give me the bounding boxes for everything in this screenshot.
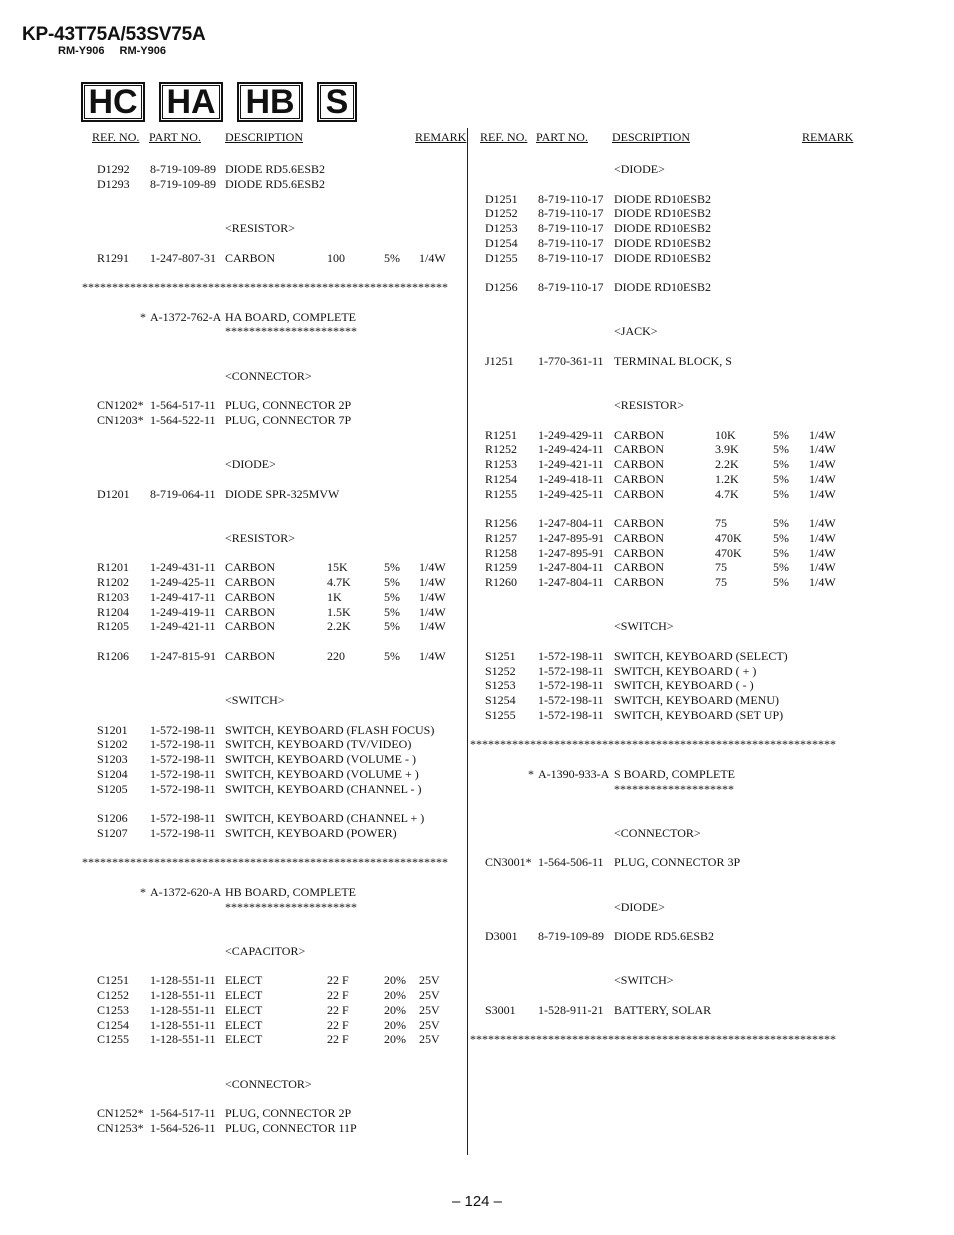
part-no: 1-249-431-11 bbox=[150, 560, 216, 575]
ref-no: R1203 bbox=[97, 589, 130, 604]
remote-models bbox=[58, 45, 178, 57]
header-part-no: PART NO. bbox=[536, 130, 588, 144]
part-tolerance: 5% bbox=[384, 648, 400, 663]
ref-no: R1201 bbox=[97, 560, 130, 575]
board-badge-ha: HA bbox=[159, 82, 223, 122]
ref-no: C1255 bbox=[97, 1032, 130, 1047]
ref-no: R1206 bbox=[97, 648, 130, 663]
part-description: PLUG, CONNECTOR 3P bbox=[614, 855, 741, 870]
part-rating: 1/4W bbox=[419, 604, 446, 619]
part-value: 4.7K bbox=[715, 486, 739, 501]
part-description: DIODE RD10ESB2 bbox=[614, 235, 712, 250]
part-no: 1-564-517-11 bbox=[150, 398, 216, 412]
part-value: 75 bbox=[715, 560, 727, 575]
board-underline: ********************** bbox=[225, 324, 357, 339]
ref-no: S1207 bbox=[97, 825, 128, 840]
part-description: SWITCH, KEYBOARD (VOLUME - ) bbox=[225, 752, 416, 766]
part-tolerance: 5% bbox=[773, 516, 789, 530]
section-title: <SWITCH> bbox=[614, 619, 674, 634]
part-no: 1-249-421-11 bbox=[538, 457, 604, 471]
part-tolerance: 5% bbox=[384, 604, 400, 619]
part-description: SWITCH, KEYBOARD (CHANNEL + ) bbox=[225, 811, 425, 825]
part-value: 22 F bbox=[327, 988, 349, 1002]
separator-text: ************************************************************* bbox=[82, 855, 448, 870]
board-title: S BOARD, COMPLETE bbox=[614, 766, 736, 781]
part-rating: 25V bbox=[419, 973, 440, 988]
header-description: DESCRIPTION bbox=[612, 130, 691, 144]
part-description: SWITCH, KEYBOARD ( - ) bbox=[614, 678, 754, 693]
separator-text: ************************************************************* bbox=[82, 280, 448, 294]
ref-no: C1251 bbox=[97, 973, 130, 988]
part-value: 22 F bbox=[327, 1032, 349, 1047]
part-value: 22 F bbox=[327, 973, 349, 988]
ref-no: S1201 bbox=[97, 722, 128, 737]
part-no: 8-719-110-17 bbox=[538, 206, 604, 221]
part-tolerance: 5% bbox=[773, 457, 789, 471]
part-description: SWITCH, KEYBOARD (POWER) bbox=[225, 825, 397, 840]
board-underline: ******************** bbox=[614, 781, 734, 796]
separator-text: ************************************************************* bbox=[470, 737, 836, 752]
part-tolerance: 20% bbox=[384, 988, 406, 1002]
part-no: 1-564-526-11 bbox=[150, 1120, 216, 1135]
part-rating: 1/4W bbox=[809, 560, 836, 575]
part-rating: 1/4W bbox=[809, 516, 836, 530]
section-title: <RESISTOR> bbox=[225, 530, 295, 545]
part-no: 1-572-198-11 bbox=[150, 811, 216, 825]
part-value: 4.7K bbox=[327, 575, 351, 589]
part-value: 22 F bbox=[327, 1017, 349, 1032]
part-description: ELECT bbox=[225, 1032, 263, 1047]
separator-text: ************************************************************* bbox=[470, 1032, 836, 1047]
part-no: 1-572-198-11 bbox=[150, 766, 216, 781]
part-tolerance: 5% bbox=[773, 545, 789, 560]
part-description: CARBON bbox=[225, 575, 276, 589]
part-rating: 1/4W bbox=[809, 427, 836, 442]
part-no: 1-128-551-11 bbox=[150, 1017, 216, 1032]
part-description: CARBON bbox=[614, 471, 665, 486]
board-title: HB BOARD, COMPLETE bbox=[225, 884, 357, 899]
section-title: <DIODE> bbox=[614, 162, 665, 176]
ref-no: S1252 bbox=[485, 663, 516, 678]
board-underline: ********************** bbox=[225, 899, 357, 914]
part-description: CARBON bbox=[614, 442, 665, 457]
part-description: BATTERY, SOLAR bbox=[614, 1002, 712, 1017]
part-description: CARBON bbox=[225, 250, 276, 265]
board-part-no: A-1390-933-A bbox=[538, 766, 610, 781]
part-description: DIODE RD10ESB2 bbox=[614, 250, 712, 265]
ref-no: C1254 bbox=[97, 1017, 130, 1032]
ref-no: S1203 bbox=[97, 752, 128, 766]
part-value: 75 bbox=[715, 516, 727, 530]
part-description: CARBON bbox=[614, 530, 665, 545]
section-title: <CONNECTOR> bbox=[225, 368, 312, 383]
ref-no: R1252 bbox=[485, 442, 518, 457]
part-no: 1-249-425-11 bbox=[150, 575, 216, 589]
part-rating: 1/4W bbox=[419, 250, 446, 265]
part-no: 1-572-198-11 bbox=[150, 781, 216, 796]
part-no: 1-528-911-21 bbox=[538, 1002, 604, 1017]
part-description: DIODE SPR-325MVW bbox=[225, 486, 340, 501]
ref-no: S1255 bbox=[485, 707, 516, 722]
ref-no: S1253 bbox=[485, 678, 516, 693]
part-no: 8-719-064-11 bbox=[150, 486, 216, 501]
part-no: 1-247-815-91 bbox=[150, 648, 216, 663]
part-value: 3.9K bbox=[715, 442, 739, 457]
part-description: SWITCH, KEYBOARD (VOLUME + ) bbox=[225, 766, 419, 781]
part-no: 1-249-429-11 bbox=[538, 427, 604, 442]
ref-no: R1257 bbox=[485, 530, 518, 545]
part-no: 1-564-517-11 bbox=[150, 1106, 216, 1120]
part-tolerance: 5% bbox=[773, 560, 789, 575]
part-description: CARBON bbox=[225, 619, 276, 634]
part-no: 1-128-551-11 bbox=[150, 1032, 216, 1047]
section-title: <DIODE> bbox=[614, 899, 665, 914]
part-tolerance: 5% bbox=[384, 575, 400, 589]
header-remark: REMARK bbox=[802, 130, 854, 144]
part-no: 1-128-551-11 bbox=[150, 973, 216, 988]
part-value: 1.2K bbox=[715, 471, 739, 486]
part-no: 1-572-198-11 bbox=[538, 678, 604, 693]
section-title: <SWITCH> bbox=[225, 693, 285, 707]
part-description: DIODE RD10ESB2 bbox=[614, 191, 712, 206]
part-no: 1-128-551-11 bbox=[150, 988, 216, 1002]
part-no: 1-770-361-11 bbox=[538, 353, 604, 368]
part-description: ELECT bbox=[225, 1002, 263, 1017]
part-description: CARBON bbox=[614, 545, 665, 560]
ref-no: S1206 bbox=[97, 811, 128, 825]
ref-no: R1205 bbox=[97, 619, 130, 634]
part-description: SWITCH, KEYBOARD (SELECT) bbox=[614, 648, 788, 663]
part-tolerance: 5% bbox=[384, 560, 400, 575]
part-description: DIODE RD10ESB2 bbox=[614, 221, 712, 235]
part-description: CARBON bbox=[614, 575, 665, 589]
part-rating: 25V bbox=[419, 1017, 440, 1032]
part-no: 1-572-198-11 bbox=[150, 825, 216, 840]
board-badge-s: S bbox=[317, 82, 357, 122]
part-rating: 1/4W bbox=[419, 560, 446, 575]
section-title: <CONNECTOR> bbox=[225, 1076, 312, 1091]
board-mark: * bbox=[528, 766, 534, 781]
section-title: <RESISTOR> bbox=[225, 221, 295, 235]
ref-no: R1259 bbox=[485, 560, 518, 575]
part-rating: 25V bbox=[419, 1032, 440, 1047]
part-no: 1-564-506-11 bbox=[538, 855, 604, 870]
ref-no: R1256 bbox=[485, 516, 518, 530]
part-value: 15K bbox=[327, 560, 348, 575]
ref-no: D1201 bbox=[97, 486, 130, 501]
part-no: 1-249-424-11 bbox=[538, 442, 604, 457]
section-title: <CAPACITOR> bbox=[225, 943, 306, 958]
part-description: PLUG, CONNECTOR 2P bbox=[225, 1106, 352, 1120]
ref-no: C1252 bbox=[97, 988, 130, 1002]
part-description: CARBON bbox=[225, 560, 276, 575]
ref-no: D1251 bbox=[485, 191, 518, 206]
header-part-no: PART NO. bbox=[149, 130, 201, 144]
part-tolerance: 20% bbox=[384, 973, 406, 988]
part-no: 1-247-895-91 bbox=[538, 545, 604, 560]
part-description: ELECT bbox=[225, 973, 263, 988]
part-rating: 1/4W bbox=[419, 648, 446, 663]
part-description: DIODE RD5.6ESB2 bbox=[225, 176, 326, 191]
part-description: SWITCH, KEYBOARD ( + ) bbox=[614, 663, 757, 678]
part-value: 100 bbox=[327, 250, 345, 265]
part-value: 470K bbox=[715, 545, 742, 560]
part-description: PLUG, CONNECTOR 7P bbox=[225, 412, 352, 427]
part-tolerance: 5% bbox=[384, 250, 400, 265]
ref-no: D1254 bbox=[485, 235, 518, 250]
part-description: CARBON bbox=[225, 604, 276, 619]
part-description: CARBON bbox=[614, 516, 665, 530]
part-no: 8-719-109-89 bbox=[538, 929, 604, 943]
part-tolerance: 5% bbox=[773, 530, 789, 545]
ref-no: S3001 bbox=[485, 1002, 516, 1017]
board-part-no: A-1372-762-A bbox=[150, 309, 222, 324]
ref-no: S1205 bbox=[97, 781, 128, 796]
board-part-no: A-1372-620-A bbox=[150, 884, 222, 899]
board-badge-hb: HB bbox=[237, 82, 303, 122]
part-rating: 1/4W bbox=[809, 486, 836, 501]
ref-no: CN1202* bbox=[97, 398, 144, 412]
part-description: DIODE RD10ESB2 bbox=[614, 206, 712, 221]
part-value: 2.2K bbox=[327, 619, 351, 634]
part-tolerance: 5% bbox=[773, 427, 789, 442]
part-value: 10K bbox=[715, 427, 736, 442]
section-title: <DIODE> bbox=[225, 457, 276, 471]
column-divider bbox=[467, 128, 468, 1155]
part-description: CARBON bbox=[614, 486, 665, 501]
part-tolerance: 5% bbox=[773, 575, 789, 589]
part-tolerance: 5% bbox=[773, 471, 789, 486]
part-no: 1-247-804-11 bbox=[538, 560, 604, 575]
part-description: SWITCH, KEYBOARD (CHANNEL - ) bbox=[225, 781, 422, 796]
part-value: 470K bbox=[715, 530, 742, 545]
ref-no: CN1253* bbox=[97, 1120, 144, 1135]
part-no: 1-572-198-11 bbox=[538, 648, 604, 663]
part-value: 75 bbox=[715, 575, 727, 589]
part-value: 2.2K bbox=[715, 457, 739, 471]
ref-no: C1253 bbox=[97, 1002, 130, 1017]
part-value: 22 F bbox=[327, 1002, 349, 1017]
part-description: DIODE RD5.6ESB2 bbox=[614, 929, 715, 943]
part-tolerance: 20% bbox=[384, 1032, 406, 1047]
section-title: <CONNECTOR> bbox=[614, 825, 701, 840]
part-tolerance: 5% bbox=[773, 486, 789, 501]
ref-no: D1256 bbox=[485, 280, 518, 294]
part-value: 220 bbox=[327, 648, 345, 663]
ref-no: CN1252* bbox=[97, 1106, 144, 1120]
board-mark: * bbox=[140, 884, 146, 899]
ref-no: R1255 bbox=[485, 486, 518, 501]
section-title: <JACK> bbox=[614, 324, 658, 339]
header-description: DESCRIPTION bbox=[225, 130, 304, 144]
part-value: 1K bbox=[327, 589, 342, 604]
part-no: 1-247-895-91 bbox=[538, 530, 604, 545]
part-rating: 1/4W bbox=[809, 457, 836, 471]
ref-no: D1292 bbox=[97, 162, 130, 176]
part-no: 1-249-425-11 bbox=[538, 486, 604, 501]
ref-no: S1202 bbox=[97, 737, 128, 752]
part-no: 8-719-110-17 bbox=[538, 191, 604, 206]
part-no: 1-572-198-11 bbox=[538, 707, 604, 722]
part-rating: 1/4W bbox=[419, 619, 446, 634]
part-description: PLUG, CONNECTOR 2P bbox=[225, 398, 352, 412]
ref-no: S1204 bbox=[97, 766, 128, 781]
part-rating: 1/4W bbox=[809, 575, 836, 589]
ref-no: R1253 bbox=[485, 457, 518, 471]
header-ref-no: REF. NO. bbox=[92, 130, 140, 144]
part-tolerance: 5% bbox=[773, 442, 789, 457]
part-rating: 1/4W bbox=[419, 575, 446, 589]
ref-no: D1252 bbox=[485, 206, 518, 221]
ref-no: D1253 bbox=[485, 221, 518, 235]
part-description: DIODE RD5.6ESB2 bbox=[225, 162, 326, 176]
ref-no: CN3001* bbox=[485, 855, 532, 870]
part-description: CARBON bbox=[225, 589, 276, 604]
header-remark: REMARK bbox=[415, 130, 467, 144]
part-no: 8-719-110-17 bbox=[538, 280, 604, 294]
part-no: 1-572-198-11 bbox=[150, 722, 216, 737]
section-title: <RESISTOR> bbox=[614, 398, 684, 412]
part-no: 8-719-110-17 bbox=[538, 221, 604, 235]
ref-no: R1204 bbox=[97, 604, 130, 619]
part-no: 1-249-418-11 bbox=[538, 471, 604, 486]
part-rating: 1/4W bbox=[809, 545, 836, 560]
ref-no: D3001 bbox=[485, 929, 518, 943]
part-no: 1-247-804-11 bbox=[538, 575, 604, 589]
ref-no: D1293 bbox=[97, 176, 130, 191]
part-description: PLUG, CONNECTOR 11P bbox=[225, 1120, 357, 1135]
part-no: 1-572-198-11 bbox=[150, 752, 216, 766]
part-rating: 1/4W bbox=[809, 471, 836, 486]
board-mark: * bbox=[140, 309, 146, 324]
part-description: ELECT bbox=[225, 988, 263, 1002]
part-no: 8-719-110-17 bbox=[538, 250, 604, 265]
part-description: CARBON bbox=[614, 560, 665, 575]
ref-no: R1260 bbox=[485, 575, 518, 589]
part-tolerance: 20% bbox=[384, 1017, 406, 1032]
section-title: <SWITCH> bbox=[614, 973, 674, 988]
part-description: ELECT bbox=[225, 1017, 263, 1032]
ref-no: S1251 bbox=[485, 648, 516, 663]
ref-no: R1254 bbox=[485, 471, 518, 486]
part-rating: 25V bbox=[419, 1002, 440, 1017]
part-description: SWITCH, KEYBOARD (FLASH FOCUS) bbox=[225, 722, 435, 737]
ref-no: S1254 bbox=[485, 693, 516, 707]
part-description: DIODE RD10ESB2 bbox=[614, 280, 712, 294]
part-description: CARBON bbox=[225, 648, 276, 663]
part-description: CARBON bbox=[614, 427, 665, 442]
part-rating: 1/4W bbox=[809, 442, 836, 457]
part-tolerance: 5% bbox=[384, 619, 400, 634]
part-no: 1-128-551-11 bbox=[150, 1002, 216, 1017]
remote-model: RM-Y906 bbox=[58, 45, 105, 57]
part-no: 1-572-198-11 bbox=[538, 663, 604, 678]
ref-no: R1251 bbox=[485, 427, 518, 442]
board-badge-hc: HC bbox=[81, 82, 145, 122]
part-tolerance: 20% bbox=[384, 1002, 406, 1017]
model-title: KP-43T75A/53SV75A bbox=[22, 24, 206, 45]
ref-no: D1255 bbox=[485, 250, 518, 265]
header-ref-no: REF. NO. bbox=[480, 130, 528, 144]
part-no: 1-249-417-11 bbox=[150, 589, 216, 604]
ref-no: J1251 bbox=[485, 353, 514, 368]
ref-no: R1291 bbox=[97, 250, 130, 265]
part-no: 1-247-807-31 bbox=[150, 250, 216, 265]
part-no: 1-572-198-11 bbox=[538, 693, 604, 707]
part-no: 1-572-198-11 bbox=[150, 737, 216, 752]
ref-no: CN1203* bbox=[97, 412, 144, 427]
ref-no: R1202 bbox=[97, 575, 130, 589]
page-number: – 124 – bbox=[451, 1193, 503, 1210]
part-rating: 25V bbox=[419, 988, 440, 1002]
part-description: SWITCH, KEYBOARD (TV/VIDEO) bbox=[225, 737, 412, 752]
part-value: 1.5K bbox=[327, 604, 351, 619]
part-no: 1-247-804-11 bbox=[538, 516, 604, 530]
part-no: 1-249-419-11 bbox=[150, 604, 216, 619]
part-no: 8-719-109-89 bbox=[150, 176, 216, 191]
part-rating: 1/4W bbox=[809, 530, 836, 545]
part-no: 8-719-110-17 bbox=[538, 235, 604, 250]
part-no: 1-564-522-11 bbox=[150, 412, 216, 427]
part-tolerance: 5% bbox=[384, 589, 400, 604]
part-no: 8-719-109-89 bbox=[150, 162, 216, 176]
part-description: TERMINAL BLOCK, S bbox=[614, 353, 732, 368]
remote-model: RM-Y906 bbox=[119, 45, 166, 57]
board-title: HA BOARD, COMPLETE bbox=[225, 309, 357, 324]
part-no: 1-249-421-11 bbox=[150, 619, 216, 634]
part-rating: 1/4W bbox=[419, 589, 446, 604]
part-description: CARBON bbox=[614, 457, 665, 471]
part-description: SWITCH, KEYBOARD (SET UP) bbox=[614, 707, 784, 722]
ref-no: R1258 bbox=[485, 545, 518, 560]
part-description: SWITCH, KEYBOARD (MENU) bbox=[614, 693, 779, 707]
